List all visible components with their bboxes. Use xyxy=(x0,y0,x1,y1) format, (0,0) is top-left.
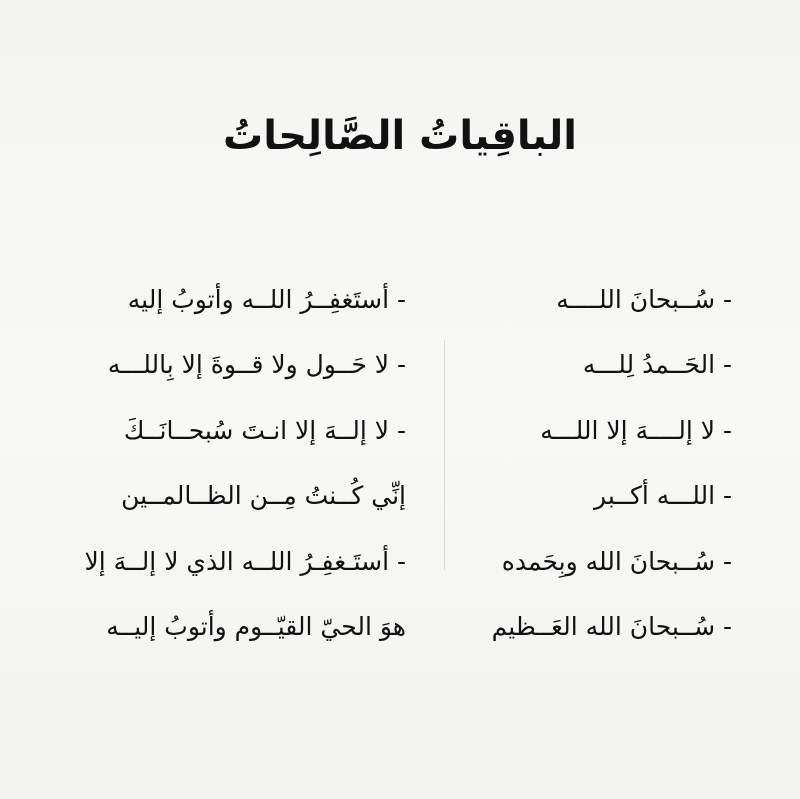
dhikr-item: - سُــبحانَ الله العَــظيم xyxy=(491,611,732,641)
dhikr-item: - أستَغفِــرُ اللــه وأتوبُ إليه xyxy=(127,285,406,314)
dhikr-item: - اللـــه أكــبر xyxy=(594,481,732,511)
dhikr-item: - سُــبحانَ اللــــه xyxy=(556,285,732,314)
dhikr-item: - الحَــمدُ لِلـــه xyxy=(582,350,732,380)
dhikr-item: إنِّي كُــنتُ مِــن الظــالمــين xyxy=(121,481,406,511)
page-title: الباقِياتُ الصَّالِحاتُ xyxy=(223,113,577,159)
dhikr-item: هوَ الحيّ القيّــوم وأتوبُ إليــه xyxy=(106,611,406,641)
dhikr-item: - لا إلــهَ إلا انـتَ سُبحــانَــكَ xyxy=(123,415,406,445)
dhikr-item: - لا حَــول ولا قــوةَ إلا بِاللـــه xyxy=(107,350,406,380)
dhikr-item: - سُــبحانَ الله وبِحَمده xyxy=(501,546,732,576)
dhikr-list-right xyxy=(470,278,732,670)
dhikr-list-left xyxy=(80,278,406,670)
column-divider xyxy=(444,340,445,570)
dhikr-item: - لا إلــــهَ إلا اللـــه xyxy=(540,415,732,445)
dhikr-item: - أستَـغفِـرُ اللــه الذي لا إلــهَ إلا xyxy=(84,546,406,576)
